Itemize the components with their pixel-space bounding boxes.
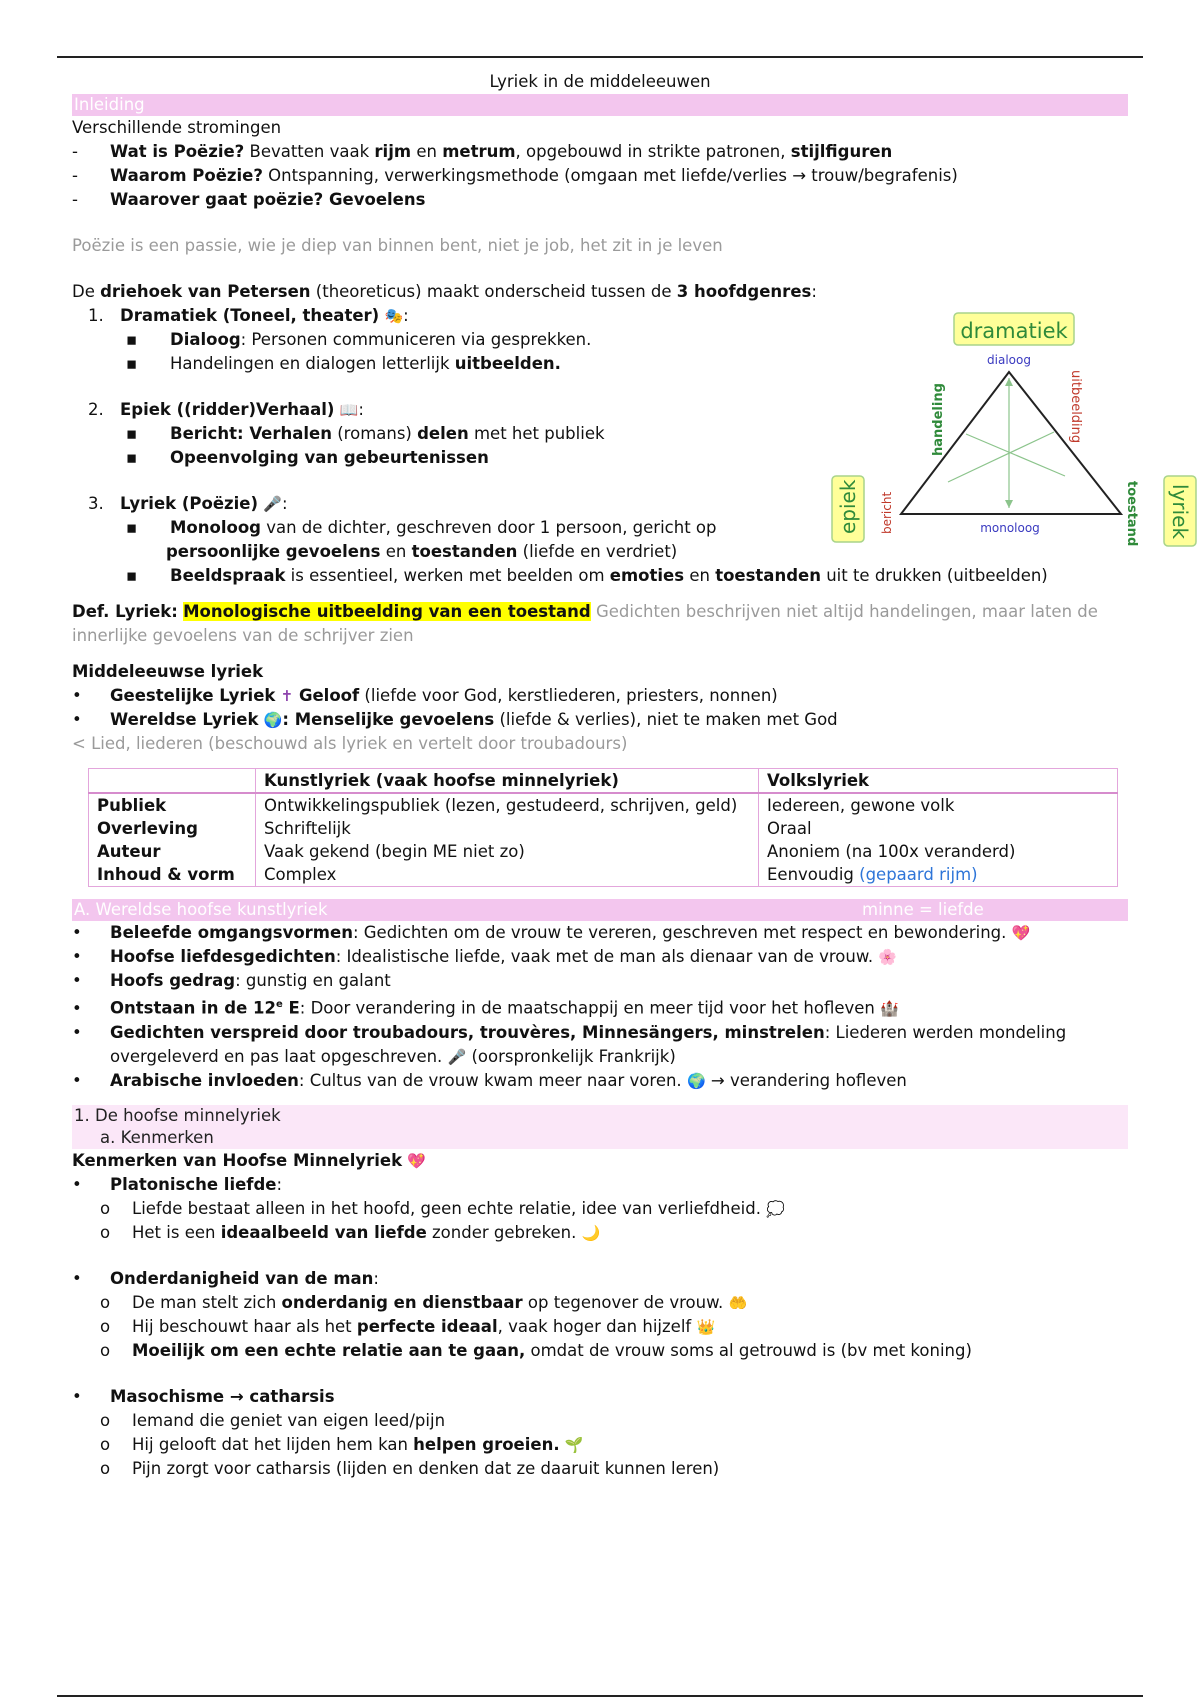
bullet-marker: •: [72, 1268, 82, 1288]
lyriek-bullet-2: [72, 564, 1128, 588]
beeldspraak-bold: Beeldspraak: [170, 566, 286, 585]
circle-marker: o: [100, 1198, 111, 1218]
lyriek-title: Lyriek (Poëzie): [120, 494, 259, 513]
table-row: [89, 793, 1118, 817]
ideaal-bold: ideaalbeeld van liefde: [220, 1222, 427, 1242]
dash-marker: -: [72, 142, 78, 161]
epiek-label: epiek: [836, 479, 860, 534]
epiek-bullet-1: [72, 422, 1128, 446]
circle-marker: o: [100, 1316, 111, 1336]
troubadours-cont-text: overgeleverd en pas laat opgeschreven.: [110, 1046, 443, 1066]
circle-marker: o: [100, 1410, 111, 1430]
hoofse-liefde-text: : Idealistische liefde, vaak met de man als dienaar van de vrouw.: [335, 947, 874, 966]
waarom-text: Ontspanning, verwerkingsmethode (omgaan met liefde/verlies → trouw/begrafenis): [262, 166, 958, 185]
def-label: Def. Lyriek:: [72, 602, 178, 621]
masochisme-sub-1: [72, 1409, 1128, 1433]
document-page: [72, 70, 1128, 1481]
waarover-poezie-item: [72, 188, 1128, 212]
onderdanig-text-b: op tegenover de vrouw.: [522, 1292, 724, 1312]
bullet-marker: •: [72, 998, 82, 1018]
section-inleiding: Inleiding: [72, 94, 1128, 116]
square-marker: ▪: [126, 566, 138, 585]
waarom-poezie-item: [72, 164, 1128, 188]
moeilijk-text: omdat de vrouw soms al getrouwd is (bv met koning): [525, 1340, 972, 1360]
wat-text-2: , opgebouwd in strikte patronen,: [515, 142, 791, 161]
table-row: [89, 863, 1118, 887]
stromingen-line: Verschillende stromingen: [72, 118, 282, 137]
colon: :: [276, 1174, 283, 1194]
definitie-cont: innerlijke gevoelens van de schrijver zien: [72, 626, 414, 645]
kenmerken-heading: [72, 1149, 1128, 1173]
genre-dramatiek: 1. Dramatiek (Toneel, theater) 🎭:: [72, 304, 1128, 328]
onderdanig-text-a: De man stelt zich: [132, 1292, 282, 1312]
arabische-bold: Arabische invloeden: [110, 1070, 299, 1090]
troubadours-bold: Gedichten verspreid door troubadours, trouvères, Minnesängers, minstrelen: [110, 1022, 825, 1042]
circle-marker: o: [100, 1458, 111, 1478]
ontstaan-sup: e: [275, 999, 283, 1010]
row-kunst-cell: Schriftelijk: [256, 817, 759, 840]
comparison-table: [88, 768, 1118, 887]
number-1: 1.: [88, 306, 104, 325]
toestanden-bold-2: toestanden: [715, 566, 821, 585]
def-rest-1: Gedichten beschrijven niet altijd handelingen, maar laten de: [590, 602, 1098, 621]
masochisme-item: [72, 1385, 1128, 1409]
square-marker: ▪: [126, 424, 138, 443]
castle-icon: 🏰: [880, 999, 899, 1018]
row-label: Publiek: [97, 796, 167, 815]
geloof-bold: Geloof: [293, 686, 360, 705]
toestand-label: toestand: [1124, 481, 1139, 547]
geestelijke-label: Geestelijke Lyriek: [110, 686, 276, 705]
genre-epiek: 2. Epiek ((ridder)Verhaal) 📖:: [72, 398, 1128, 422]
bullet-marker: •: [72, 923, 82, 942]
epiek-title: Epiek ((ridder)Verhaal): [120, 400, 335, 419]
onderdanig-bold: onderdanig en dienstbaar: [281, 1292, 523, 1312]
delen-bold: delen: [417, 424, 469, 443]
ideaal-text-b: zonder gebreken.: [426, 1222, 577, 1242]
perfect-text-a: Hij beschouwt haar als het: [132, 1316, 357, 1336]
onderdanigheid-sub-2: [72, 1315, 1128, 1339]
monoloog-label: monoloog: [980, 521, 1040, 535]
square-marker: ▪: [126, 518, 138, 537]
table-header-row: [89, 769, 1118, 794]
lied-note: < Lied, liederen (beschouwd als lyriek en vertelt door troubadours): [72, 734, 628, 753]
intro-bold-1: driehoek van Petersen: [100, 282, 311, 301]
number-2: 2.: [88, 400, 104, 419]
bullet-marker: •: [72, 1386, 82, 1406]
flower-icon: 🌸: [878, 948, 898, 966]
ontstaan-bold: Ontstaan in de 12: [110, 998, 276, 1018]
row-label: Overleving: [97, 819, 198, 838]
lyriek-bullet-1: [72, 516, 1128, 540]
dramatiek-bullet-2: [72, 352, 1128, 376]
dialoog-label: dialoog: [987, 353, 1031, 367]
section-a-title: A. Wereldse hoofse kunstlyriek: [74, 900, 328, 919]
intro-text-2: (theoreticus) maakt onderscheid tussen de: [310, 282, 677, 301]
uitbeelden-bold: uitbeelden.: [454, 354, 561, 373]
row-label: Auteur: [97, 842, 161, 861]
ontstaan-bold-2: E: [282, 998, 300, 1018]
troubadours-item: [72, 1021, 1128, 1045]
row-volk-cell: Iedereen, gewone volk: [759, 793, 1118, 817]
en-text: en: [684, 566, 716, 585]
epiek-bullet-2: [72, 446, 1128, 470]
ideaal-text-a: Het is een: [132, 1222, 221, 1242]
kenmerken-heading-text: Kenmerken van Hoofse Minnelyriek: [72, 1150, 403, 1170]
monoloog-bold: Monoloog: [170, 518, 261, 537]
document-title: Lyriek in de middeleeuwen: [489, 72, 711, 91]
beleefde-item: [72, 921, 1128, 945]
publiek-text: met het publiek: [468, 424, 605, 443]
crown-icon: 👑: [696, 1317, 716, 1336]
hoofs-gedrag-bold: Hoofs gedrag: [110, 971, 236, 990]
top-rule: [57, 56, 1143, 58]
row-kunst-cell: Complex: [256, 863, 759, 887]
groeien-text-a: Hij gelooft dat het lijden hem kan: [132, 1434, 414, 1454]
geloof-text: (liefde voor God, kerstliederen, priesters, nonnen): [359, 686, 778, 705]
menselijke-text: (liefde & verlies), niet te maken met God: [494, 710, 838, 729]
troubadours-cont: [72, 1045, 1128, 1069]
bullet-marker: •: [72, 686, 82, 705]
definitie-lyriek: [72, 600, 1128, 624]
globe-icon: 🌍: [686, 1071, 706, 1090]
gepaard-rijm-text: (gepaard rijm): [859, 865, 978, 884]
hoofs-gedrag-item: [72, 969, 1128, 993]
frankrijk-text: (oorspronkelijk Frankrijk): [466, 1046, 676, 1066]
microphone-icon: 🎤: [447, 1047, 467, 1066]
wereldse-lyriek-item: [72, 708, 1128, 732]
beleefde-text: : Gedichten om de vrouw te vereren, geschreven met respect en bewondering.: [352, 923, 1007, 942]
square-marker: ▪: [126, 448, 138, 467]
globe-icon: 🌍: [263, 711, 283, 729]
circle-marker: o: [100, 1222, 111, 1242]
intro-text-3: :: [811, 282, 817, 301]
dialoog-bold: Dialoog: [170, 330, 241, 349]
section-a-bar: [72, 899, 1128, 921]
arabische-item: [72, 1069, 1128, 1093]
dramatiek-label: dramatiek: [960, 319, 1068, 343]
liefde-text: (liefde en verdriet): [517, 542, 678, 561]
lyriek-bullet-1-cont: [72, 540, 1128, 564]
row-volk-cell: Oraal: [759, 817, 1118, 840]
row-kunst-cell: Vaak gekend (begin ME niet zo): [256, 840, 759, 863]
bottom-rule: [57, 1695, 1143, 1697]
platonische-sub-1-text: Liefde bestaat alleen in het hoofd, geen echte relatie, idee van verliefdheid.: [132, 1198, 761, 1218]
dialoog-text: : Personen communiceren via gesprekken.: [240, 330, 592, 349]
heading-kenmerken: a. Kenmerken: [72, 1127, 1128, 1149]
circle-marker: o: [100, 1340, 111, 1360]
dash-marker: -: [72, 166, 78, 185]
sprout-icon: 🌱: [564, 1435, 584, 1454]
book-icon: 📖: [339, 401, 359, 419]
platonische-sub-2: [72, 1221, 1128, 1245]
masochisme-sub-2: [72, 1433, 1128, 1457]
microphone-icon: 🎤: [263, 495, 282, 513]
romans-text: (romans): [332, 424, 418, 443]
arabische-text: : Cultus van de vrouw kwam meer naar voren.: [298, 1070, 682, 1090]
table-row: [89, 840, 1118, 863]
thought-bubble-icon: 💭: [766, 1199, 785, 1218]
cross-icon: ✝: [280, 687, 294, 705]
ontstaan-item: [72, 993, 1128, 1021]
row-label: Inhoud & vorm: [97, 865, 235, 884]
circle-marker: o: [100, 1434, 111, 1454]
wat-label: Wat is Poëzie?: [110, 142, 245, 161]
table-corner: [89, 769, 256, 794]
rijm-text: rijm: [374, 142, 412, 161]
heading-hoofse-minnelyriek: 1. De hoofse minnelyriek: [72, 1105, 1128, 1127]
row-kunst-cell: Ontwikkelingspubliek (lezen, gestudeerd, schrijven, geld): [256, 793, 759, 817]
bullet-marker: •: [72, 1174, 82, 1194]
perfect-bold: perfecte ideaal: [356, 1316, 498, 1336]
heart-icon: 💖: [1011, 924, 1031, 942]
beeldspraak-text: is essentieel, werken met beelden om: [285, 566, 610, 585]
row-volk-cell: [759, 863, 1118, 887]
poezie-quote: Poëzie is een passie, wie je diep van binnen bent, niet je job, het zit in je leven: [72, 236, 723, 255]
square-marker: ▪: [126, 330, 138, 349]
wereldse-label: Wereldse Lyriek: [110, 710, 259, 729]
dash-marker: -: [72, 190, 78, 209]
platonische-sub-1: [72, 1197, 1128, 1221]
square-marker: ▪: [126, 354, 138, 373]
table-header-kunst: Kunstlyriek (vaak hoofse minnelyriek): [256, 769, 759, 794]
ontstaan-text: : Door verandering in de maatschappij en meer tijd voor het hofleven: [299, 998, 875, 1018]
bullet-marker: •: [72, 971, 82, 990]
bullet-marker: •: [72, 1022, 82, 1042]
platonische-item: [72, 1173, 1128, 1197]
row-volk-cell: Anoniem (na 100x veranderd): [759, 840, 1118, 863]
hoofse-liefde-item: [72, 945, 1128, 969]
dramatiek-title: Dramatiek (Toneel, theater): [120, 306, 380, 325]
heart-icon: 💖: [407, 1151, 427, 1170]
def-highlight: Monologische uitbeelding van een toestand: [183, 602, 591, 621]
bericht-bold: Bericht: Verhalen: [170, 424, 332, 443]
platonische-bold: Platonische liefde: [110, 1174, 277, 1194]
circle-marker: o: [100, 1292, 111, 1312]
onderdanigheid-sub-1: [72, 1291, 1128, 1315]
groeien-bold: helpen groeien.: [413, 1434, 560, 1454]
geestelijke-lyriek-item: [72, 684, 1128, 708]
theater-icon: 🎭: [384, 307, 404, 325]
en-text: en: [411, 142, 443, 161]
wat-is-poezie-item: [72, 140, 1128, 164]
waarom-label: Waarom Poëzie?: [110, 166, 263, 185]
menselijke-bold: : Menselijke gevoelens: [282, 710, 495, 729]
driehoek-intro: [72, 280, 1128, 304]
uitbeelding-label: uitbeelding: [1068, 370, 1083, 444]
onderdanigheid-sub-3: [72, 1339, 1128, 1363]
onderdanigheid-bold: Onderdanigheid van de man: [110, 1268, 374, 1288]
hoofse-liefde-bold: Hoofse liefdesgedichten: [110, 947, 336, 966]
bullet-marker: •: [72, 710, 82, 729]
middeleeuwse-heading-text: Middeleeuwse lyriek: [72, 662, 264, 681]
monoloog-text: van de dichter, geschreven door 1 persoon, gericht op: [260, 518, 717, 537]
intro-text-1: De: [72, 282, 101, 301]
bullet-marker: •: [72, 947, 82, 966]
waarover-label: Waarover gaat poëzie? Gevoelens: [110, 190, 426, 209]
opeenvolging-bold: Opeenvolging van gebeurtenissen: [170, 448, 489, 467]
middeleeuwse-heading: [72, 660, 1128, 684]
intro-bold-2: 3 hoofdgenres: [676, 282, 812, 301]
emoties-bold: emoties: [609, 566, 685, 585]
hands-icon: 🤲: [728, 1293, 748, 1312]
uitdrukken-text: uit te drukken (uitbeelden): [820, 566, 1048, 585]
hoofs-gedrag-text: : gunstig en galant: [235, 971, 391, 990]
masochisme-sub-3: [72, 1457, 1128, 1481]
beleefde-bold: Beleefde omgangsvormen: [110, 923, 353, 942]
minne-liefde-note: minne = liefde: [862, 900, 984, 919]
wat-text-1: Bevatten vaak: [244, 142, 375, 161]
perfect-text-b: , vaak hoger dan hijzelf: [497, 1316, 692, 1336]
stijlfiguren-text: stijlfiguren: [790, 142, 893, 161]
handelingen-text: Handelingen en dialogen letterlijk: [170, 354, 455, 373]
table-row: [89, 817, 1118, 840]
troubadours-text: : Liederen werden mondeling: [824, 1022, 1067, 1042]
number-3: 3.: [88, 494, 104, 513]
toestanden-bold: toestanden: [411, 542, 518, 561]
masochisme-sub-1-text: Iemand die geniet van eigen leed/pijn: [132, 1410, 446, 1430]
en-text: en: [380, 542, 412, 561]
metrum-text: metrum: [442, 142, 516, 161]
genre-lyriek: 3. Lyriek (Poëzie) 🎤:: [72, 492, 1128, 516]
moeilijk-bold: Moeilijk om een echte relatie aan te gaan,: [132, 1340, 526, 1360]
moon-icon: 🌙: [581, 1223, 601, 1242]
colon: :: [373, 1268, 379, 1288]
dramatiek-bullet-1: [72, 328, 1128, 352]
eenvoudig-text: Eenvoudig: [767, 865, 860, 884]
bericht-label: bericht: [880, 491, 894, 534]
onderdanigheid-item: [72, 1267, 1128, 1291]
bullet-marker: •: [72, 1070, 82, 1090]
hofleven-text: → verandering hofleven: [705, 1070, 907, 1090]
persoonlijke-bold: persoonlijke gevoelens: [166, 542, 381, 561]
lyriek-label: lyriek: [1168, 484, 1192, 540]
masochisme-sub-3-text: Pijn zorgt voor catharsis (lijden en denken dat ze daaruit kunnen leren): [132, 1458, 720, 1478]
masochisme-bold: Masochisme → catharsis: [110, 1386, 335, 1406]
table-header-volk: Volkslyriek: [759, 769, 1118, 794]
handeling-label: handeling: [931, 383, 946, 456]
